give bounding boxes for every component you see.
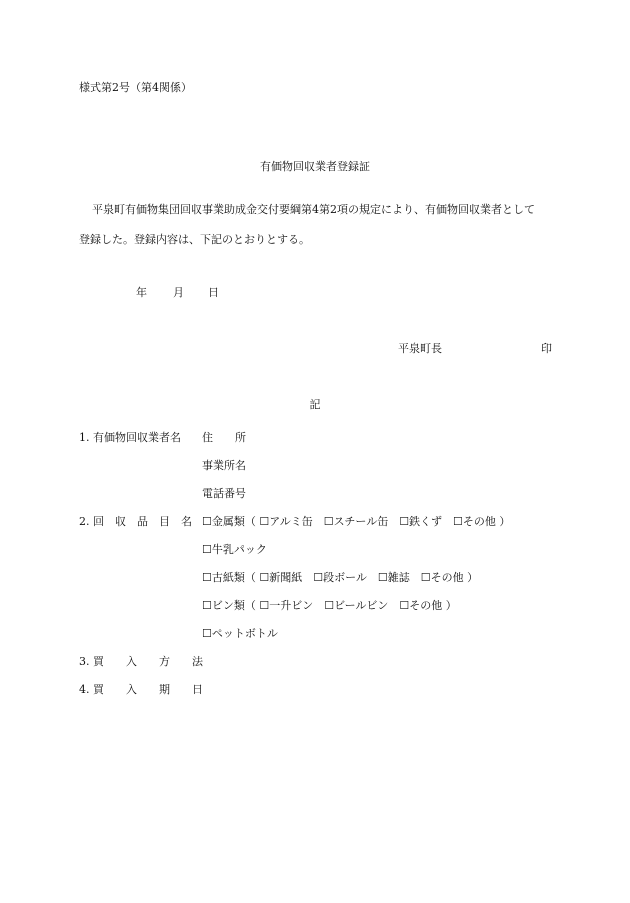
item-1-office-name-label: 事業所名	[202, 459, 246, 472]
item-2-label: 2. 回 収 品 目 名	[79, 515, 192, 528]
item-2-milk-option: ☐牛乳パック	[202, 543, 267, 556]
item-1-address-label: 住 所	[202, 431, 246, 444]
form-number: 様式第2号（第4関係）	[79, 81, 192, 94]
document-title: 有価物回収業者登録証	[260, 160, 370, 173]
item-4-label: 4. 買 入 期 日	[79, 683, 203, 696]
item-2-pet-option: ☐ペットボトル	[202, 627, 278, 640]
item-3-label: 3. 買 入 方 法	[79, 655, 203, 668]
body-text-line-2: 登録した。登録内容は、下記のとおりとする。	[79, 233, 310, 246]
ki-heading: 記	[309, 398, 321, 411]
date-year-label: 年	[136, 286, 147, 299]
item-2-paper-options: ☐古紙類（ ☐新聞紙 ☐段ボール ☐雑誌 ☐その他 ）	[202, 571, 479, 584]
item-2-metal-options: ☐金属類（ ☐アルミ缶 ☐スチール缶 ☐鉄くず ☐その他 ）	[202, 515, 511, 528]
seal-mark: 印	[541, 342, 552, 355]
item-2-bottle-options: ☐ビン類（ ☐一升ビン ☐ビールビン ☐その他 ）	[202, 599, 457, 612]
issuer-title: 平泉町長	[398, 342, 442, 355]
item-1-phone-label: 電話番号	[202, 487, 246, 500]
date-day-label: 日	[208, 286, 219, 299]
body-text-line-1: 平泉町有価物集団回収事業助成金交付要綱第4第2項の規定により、有価物回収業者として	[92, 203, 535, 216]
date-month-label: 月	[173, 286, 184, 299]
item-1-label: 1. 有価物回収業者名	[79, 431, 181, 444]
